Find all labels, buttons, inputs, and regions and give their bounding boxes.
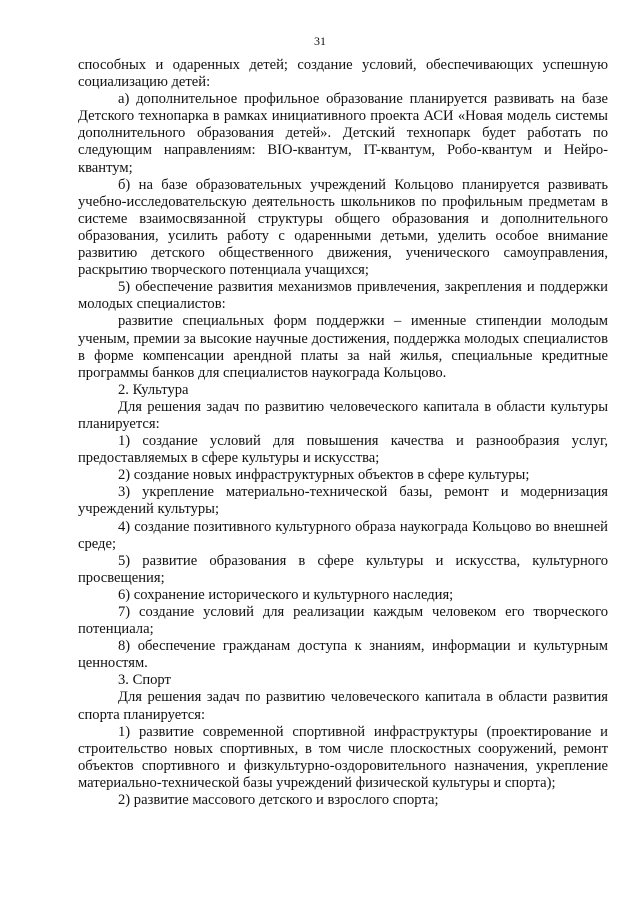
paragraph: 5) обеспечение развития механизмов привлечения, закрепления и поддержки молодых специалистов: [78, 279, 608, 313]
paragraph: развитие специальных форм поддержки – именные стипендии молодым ученым, премии за высокие научные достижения, поддержка молодых специалистов в форме компенсации арендной платы за най жилья, специальные кредитные программы банков для специалистов наукограда Кольцово. [78, 313, 608, 381]
list-item: 7) создание условий для реализации каждым человеком его творческого потенциала; [78, 604, 608, 638]
section-heading: 3. Спорт [118, 672, 171, 689]
paragraph: Для решения задач по развитию человеческого капитала в области культуры планируется: [78, 398, 608, 432]
list-item: 6) сохранение исторического и культурного наследия; [118, 586, 454, 603]
list-item: 2) развитие массового детского и взрослого спорта; [118, 792, 439, 809]
list-item: 2) создание новых инфраструктурных объектов в сфере культуры; [118, 467, 530, 484]
list-item: 1) развитие современной спортивной инфраструктуры (проектирование и строительство новых спортивных, в том числе плоскостных сооружений, ремонт объектов спортивного и физкультурно-оздоровительного назначения, укрепление материально-технической базы учреждений физической культуры и спорта); [78, 723, 608, 791]
paragraph: Для решения задач по развитию человеческого капитала в области развития спорта планируется: [78, 689, 608, 723]
list-item: 8) обеспечение гражданам доступа к знаниям, информации и культурным ценностям. [78, 638, 608, 672]
list-item: 3) укрепление материально-технической базы, ремонт и модернизация учреждений культуры; [78, 484, 608, 518]
section-heading: 2. Культура [118, 381, 189, 398]
paragraph: б) на базе образовательных учреждений Кольцово планируется развивать учебно-исследовательскую деятельность школьников по профильным предметам в системе взаимосвязанной структуры общего образования и дополнительного образования, усилить работу с одаренными детьми, уделить особое внимание развитию детского общественного движения, ученического самоуправления, раскрытию творческого потенциала учащихся; [78, 176, 608, 279]
paragraph: а) дополнительное профильное образование планируется развивать на базе Детского технопарка в рамках инициативного проекта АСИ «Новая модель системы дополнительного образования детей». Детский технопарк будет работать по следующим направлениям: BIO-квантум, IT-квантум, Робо-квантум и Нейро-квантум; [78, 91, 608, 176]
page-number: 31 [314, 34, 326, 48]
list-item: 5) развитие образования в сфере культуры и искусства, культурного просвещения; [78, 552, 608, 586]
paragraph: способных и одаренных детей; создание условий, обеспечивающих успешную социализацию детей: [78, 57, 608, 91]
list-item: 4) создание позитивного культурного образа наукограда Кольцово во внешней среде; [78, 518, 608, 552]
list-item: 1) создание условий для повышения качества и разнообразия услуг, предоставляемых в сфере культуры и искусства; [78, 433, 608, 467]
body-text [78, 57, 608, 809]
